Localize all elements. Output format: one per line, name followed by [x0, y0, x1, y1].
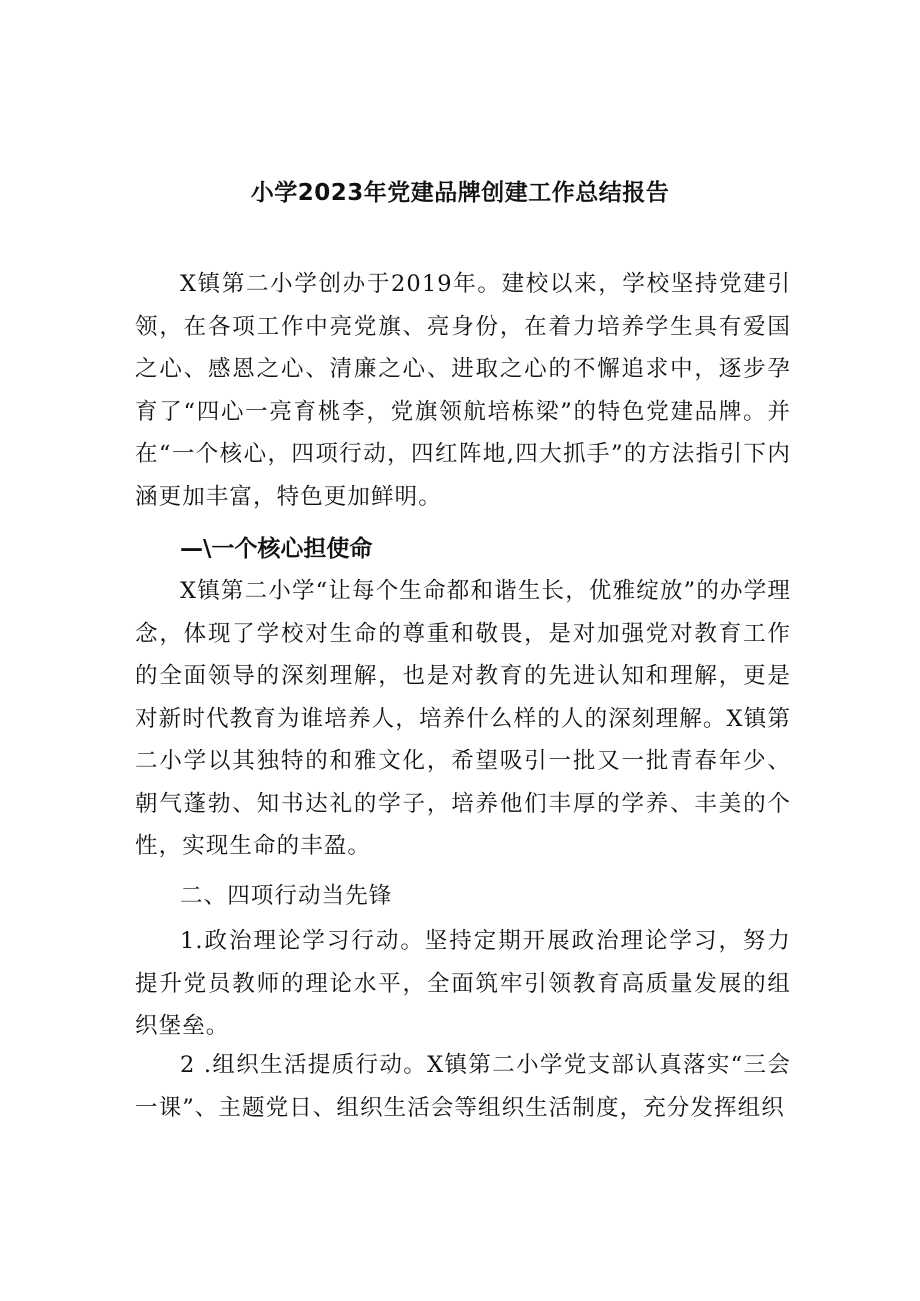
intro-paragraph: X镇第二小学创办于2019年。建校以来，学校坚持党建引领，在各项工作中亮党旗、亮身份，在着力培养学生具有爱国之心、感恩之心、清廉之心、进取之心的不懈追求中，逐步孕育了“四心一亮育桃李，党旗领航培栋梁”的特色党建品牌。并在“一个核心，四项行动，四红阵地,四大抓手”的方法指引下内涵更加丰富，特色更加鲜明。	[135, 271, 791, 510]
section-one-paragraph: X镇第二小学“让每个生命都和谐生长，优雅绽放”的办学理念，体现了学校对生命的尊重和敬畏，是对加强党对教育工作的全面领导的深刻理解，也是对教育的先进认知和理解，更是对新时代教育为谁培养人，培养什么样的人的深刻理解。X镇第二小学以其独特的和雅文化，希望吸引一批又一批青春年少、朝气蓬勃、知书达礼的学子，培养他们丰厚的学养、丰美的个性，实现生命的丰盈。	[135, 578, 791, 859]
action-item-1-paragraph: 1.政治理论学习行动。坚持定期开展政治理论学习，努力提升党员教师的理论水平，全面筑牢引领教育高质量发展的组织堡垒。	[135, 928, 791, 1039]
document-title: 小学2023年党建品牌创建工作总结报告	[250, 180, 670, 206]
section-heading-one-core: —\一个核心担使命	[180, 536, 373, 562]
action-item-2-paragraph: 2 .组织生活提质行动。X镇第二小学党支部认真落实“三会一课”、主题党日、组织生活会等组织生活制度，充分发挥组织	[135, 1052, 791, 1121]
section-heading-four-actions: 二、四项行动当先锋	[180, 883, 393, 909]
